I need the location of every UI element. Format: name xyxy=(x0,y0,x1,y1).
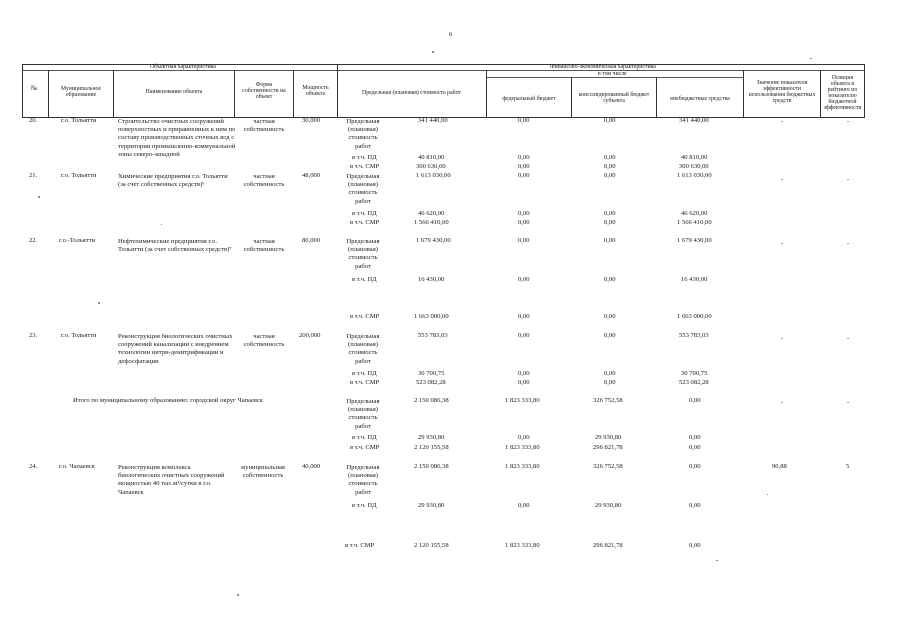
header-capacity: Мощность объекта xyxy=(302,85,329,98)
row-smr-consolidated: 0,00 xyxy=(604,163,616,170)
row-smr-extra: 300 630,00 xyxy=(679,163,709,170)
total-smr-federal: 1 823 333,80 xyxy=(505,444,540,451)
row-smr-federal: 0,00 xyxy=(518,313,530,320)
row-extra: 0,00 xyxy=(689,463,701,470)
row-federal: 0,00 xyxy=(518,117,530,124)
scan-speck xyxy=(38,196,40,198)
scan-speck xyxy=(161,224,162,225)
row-municipality: г.о. Чапаевск xyxy=(59,463,95,470)
row-number: 21. xyxy=(29,172,38,179)
row-pd-label: в т.ч. ПД xyxy=(352,154,377,161)
row-pd-consolidated: 0,00 xyxy=(604,370,616,377)
row-cost-label: Предельная (плановая) стоимость работ xyxy=(346,238,380,270)
total-smr-consolidated: 296 821,78 xyxy=(593,444,623,451)
total-smr-extra: 0,00 xyxy=(689,444,701,451)
row-smr-extra: 523 082,28 xyxy=(679,379,709,386)
header-object-characteristic: Объектная характеристика xyxy=(150,64,216,70)
row-ownership: частная собственность xyxy=(243,333,285,349)
row-cost-label: Предельная (плановая) стоимость работ xyxy=(346,333,380,365)
row-pd-cost: 46 620,00 xyxy=(418,210,445,217)
row-extra: 341 440,00 xyxy=(679,117,709,124)
row-pd-extra: 30 700,75 xyxy=(681,370,708,377)
row-object-name: Строительство очистных сооружений поверхностных и приравненных к ним по составу производственных сточных вод с территории промышленно-коммунальной зоны северо-западной xyxy=(118,118,236,158)
total-label: Итого по муниципальному образованию: городской округ Чапаевск xyxy=(73,397,264,404)
total-pd-federal: 0,00 xyxy=(518,434,530,441)
scan-speck xyxy=(767,494,768,495)
row-pd-label: в т.ч. ПД xyxy=(352,502,377,509)
col-border xyxy=(656,77,657,118)
scan-speck xyxy=(237,594,239,596)
total-smr-cost: 2 120 155,58 xyxy=(414,444,449,451)
header-group-divider xyxy=(22,70,864,71)
scan-speck xyxy=(810,58,812,59)
row-smr-label: в т.ч. СМР xyxy=(350,313,380,320)
row-pd-cost: 30 700,75 xyxy=(418,370,445,377)
row-pd-federal: 0,00 xyxy=(518,154,530,161)
total-cost: 2 150 086,38 xyxy=(414,397,449,404)
row-smr-cost: 523 082,28 xyxy=(416,379,446,386)
col-border xyxy=(864,64,865,118)
row-object-name: Реконструкция комплекса биологических очистных сооружений мощностью 40 тыс.м³/сутки в г.о. Чапаевск xyxy=(118,464,225,496)
row-smr-extra: 1 663 000,00 xyxy=(677,313,712,320)
row-cost-label: Предельная (плановая) стоимость работ xyxy=(346,118,380,150)
row-cost-label: Предельная (плановая) стоимость работ xyxy=(346,464,380,496)
row-municipality: г.о. Тольятти xyxy=(61,332,97,339)
row-pd-extra: 40 810,00 xyxy=(681,154,708,161)
col-border xyxy=(113,70,114,118)
row-smr-federal: 0,00 xyxy=(518,379,530,386)
row-municipality: г.о. Тольятти xyxy=(61,117,97,124)
row-indicator: - xyxy=(781,335,784,342)
row-pd-federal: 0,00 xyxy=(518,502,530,509)
row-capacity: 80,000 xyxy=(302,237,321,244)
row-cost: 2 150 086,38 xyxy=(414,463,449,470)
row-capacity: 30,000 xyxy=(302,117,321,124)
col-border xyxy=(743,70,744,118)
header-including: в том числе xyxy=(598,71,627,77)
total-indicator: - xyxy=(781,399,784,406)
row-pd-consolidated: 0,00 xyxy=(604,276,616,283)
row-capacity: 48,000 xyxy=(302,172,321,179)
row-ownership: частная собственность xyxy=(243,238,285,254)
header-number: № xyxy=(31,85,38,92)
row-smr-consolidated: 0,00 xyxy=(604,219,616,226)
row-capacity: 40,000 xyxy=(302,463,321,470)
row-federal: 0,00 xyxy=(518,332,530,339)
row-consolidated: 0,00 xyxy=(604,117,616,124)
row-smr-consolidated: 0,00 xyxy=(604,313,616,320)
col-border xyxy=(337,64,338,118)
row-position: - xyxy=(847,176,850,183)
header-object-name: Наименование объекта xyxy=(145,89,203,95)
row-ownership: частная собственность xyxy=(243,173,285,189)
row-extra: 1 679 430,00 xyxy=(677,237,712,244)
row-pd-consolidated: 29 930,80 xyxy=(595,502,622,509)
row-federal: 0,00 xyxy=(518,172,530,179)
total-pd-label: в т.ч. ПД xyxy=(352,434,377,441)
row-smr-cost: 2 120 155,58 xyxy=(414,542,449,549)
row-object-name: Нефтехимические предприятия г.о. Тольятти (за счет собственных средств)⁷ xyxy=(118,238,232,254)
row-pd-extra: 0,00 xyxy=(689,502,701,509)
row-number: 23. xyxy=(29,332,38,339)
row-consolidated: 0,00 xyxy=(604,237,616,244)
col-border xyxy=(820,70,821,118)
row-pd-consolidated: 0,00 xyxy=(604,210,616,217)
total-cost-label: Предельная (плановая) стоимость работ xyxy=(346,398,380,430)
header-municipality: Муниципальное образование xyxy=(60,86,102,99)
row-pd-label: в т.ч. ПД xyxy=(352,276,377,283)
total-pd-extra: 0,00 xyxy=(689,434,701,441)
total-smr-label: в т.ч. СМР xyxy=(350,444,380,451)
row-extra: 1 613 030,00 xyxy=(677,172,712,179)
row-pd-federal: 0,00 xyxy=(518,370,530,377)
row-pd-extra: 46 620,00 xyxy=(681,210,708,217)
col-border xyxy=(486,70,487,118)
row-consolidated: 0,00 xyxy=(604,332,616,339)
row-smr-federal: 0,00 xyxy=(518,163,530,170)
row-smr-label: в т.ч. СМР xyxy=(345,542,375,549)
row-smr-extra: 0,00 xyxy=(689,542,701,549)
row-indicator: - xyxy=(781,240,784,247)
scan-speck xyxy=(98,302,100,304)
col-border xyxy=(571,77,572,118)
row-position: - xyxy=(847,335,850,342)
row-cost-label: Предельная (плановая) стоимость работ xyxy=(346,173,380,205)
row-ownership: муниципальная собственность xyxy=(241,464,285,480)
row-smr-cost: 300 630,00 xyxy=(416,163,446,170)
row-federal: 1 823 333,80 xyxy=(505,463,540,470)
row-position: 5 xyxy=(846,463,850,470)
row-pd-cost: 16 430,00 xyxy=(418,276,445,283)
header-ownership: Форма собственности на объект xyxy=(242,82,286,101)
row-smr-label: в т.ч. СМР xyxy=(350,163,380,170)
col-border xyxy=(48,70,49,118)
header-indicator: Значение показателя эффективности использования бюджетных средств xyxy=(748,80,816,105)
row-object-name: Реконструкция биологических очистных сооружений канализации с внедрением технологии нитри-денитрификации и дефосфатации xyxy=(118,333,233,365)
total-position: - xyxy=(847,399,850,406)
row-pd-federal: 0,00 xyxy=(518,210,530,217)
scan-speck xyxy=(432,51,434,53)
row-object-name: Химические предприятия г.о. Тольятти (за счет собственных средств)⁶ xyxy=(118,173,228,189)
row-smr-label: в т.ч. СМР xyxy=(350,379,380,386)
row-capacity: 200,000 xyxy=(299,332,321,339)
row-pd-cost: 29 930,80 xyxy=(418,502,445,509)
row-number: 24. xyxy=(29,463,38,470)
row-extra: 553 783,03 xyxy=(679,332,709,339)
row-ownership: частная собственность xyxy=(243,118,285,134)
page-number: 6 xyxy=(449,31,453,38)
row-cost: 1 613 030,00 xyxy=(416,172,451,179)
row-indicator: 90,88 xyxy=(772,463,787,470)
row-municipality: г.о. Тольятти xyxy=(61,172,97,179)
header-financial-characteristic: Финансово-экономическая характеристика xyxy=(550,64,656,70)
row-pd-label: в т.ч. ПД xyxy=(352,370,377,377)
total-federal: 1 823 333,80 xyxy=(505,397,540,404)
row-consolidated: 326 752,58 xyxy=(593,463,623,470)
row-smr-consolidated: 0,00 xyxy=(604,379,616,386)
col-border xyxy=(293,70,294,118)
row-smr-label: в т.ч. СМР xyxy=(350,219,380,226)
header-federal: федеральный бюджет xyxy=(502,96,556,102)
row-pd-consolidated: 0,00 xyxy=(604,154,616,161)
row-pd-federal: 0,00 xyxy=(518,276,530,283)
row-cost: 1 679 430,00 xyxy=(416,237,451,244)
row-smr-federal: 1 823 333,80 xyxy=(505,542,540,549)
col-border xyxy=(22,64,23,118)
row-pd-cost: 40 810,00 xyxy=(418,154,445,161)
row-cost: 341 440,00 xyxy=(418,117,448,124)
total-pd-consolidated: 29 930,80 xyxy=(595,434,622,441)
row-federal: 0,00 xyxy=(518,237,530,244)
col-border xyxy=(234,70,235,118)
row-consolidated: 0,00 xyxy=(604,172,616,179)
total-consolidated: 326 752,58 xyxy=(593,397,623,404)
row-indicator: - xyxy=(781,118,784,125)
header-cost: Предельная (плановая) стоимость работ xyxy=(362,90,461,96)
scan-speck xyxy=(716,560,718,561)
header-consolidated: консолидированный бюджет субъекта xyxy=(578,92,650,105)
row-pd-extra: 16 430,00 xyxy=(681,276,708,283)
row-smr-cost: 1 566 410,00 xyxy=(414,219,449,226)
table-top-border xyxy=(22,64,864,65)
row-indicator: - xyxy=(781,176,784,183)
row-smr-cost: 1 663 000,00 xyxy=(414,313,449,320)
row-pd-label: в т.ч. ПД xyxy=(352,210,377,217)
header-position: Позиция объекта в рейтинге по показателю бюджетной эффективности xyxy=(823,75,862,112)
row-smr-consolidated: 296 821,78 xyxy=(593,542,623,549)
header-extra: внебюджетные средства xyxy=(670,96,730,102)
row-smr-federal: 0,00 xyxy=(518,219,530,226)
row-smr-extra: 1 566 410,00 xyxy=(677,219,712,226)
total-pd-cost: 29 930,80 xyxy=(418,434,445,441)
row-cost: 553 783,03 xyxy=(418,332,448,339)
row-number: 20. xyxy=(29,117,38,124)
row-number: 22. xyxy=(29,237,38,244)
row-position: - xyxy=(847,118,850,125)
total-extra: 0,00 xyxy=(689,397,701,404)
row-position: - xyxy=(847,240,850,247)
row-municipality: г.о.-Тольятти xyxy=(59,237,96,244)
